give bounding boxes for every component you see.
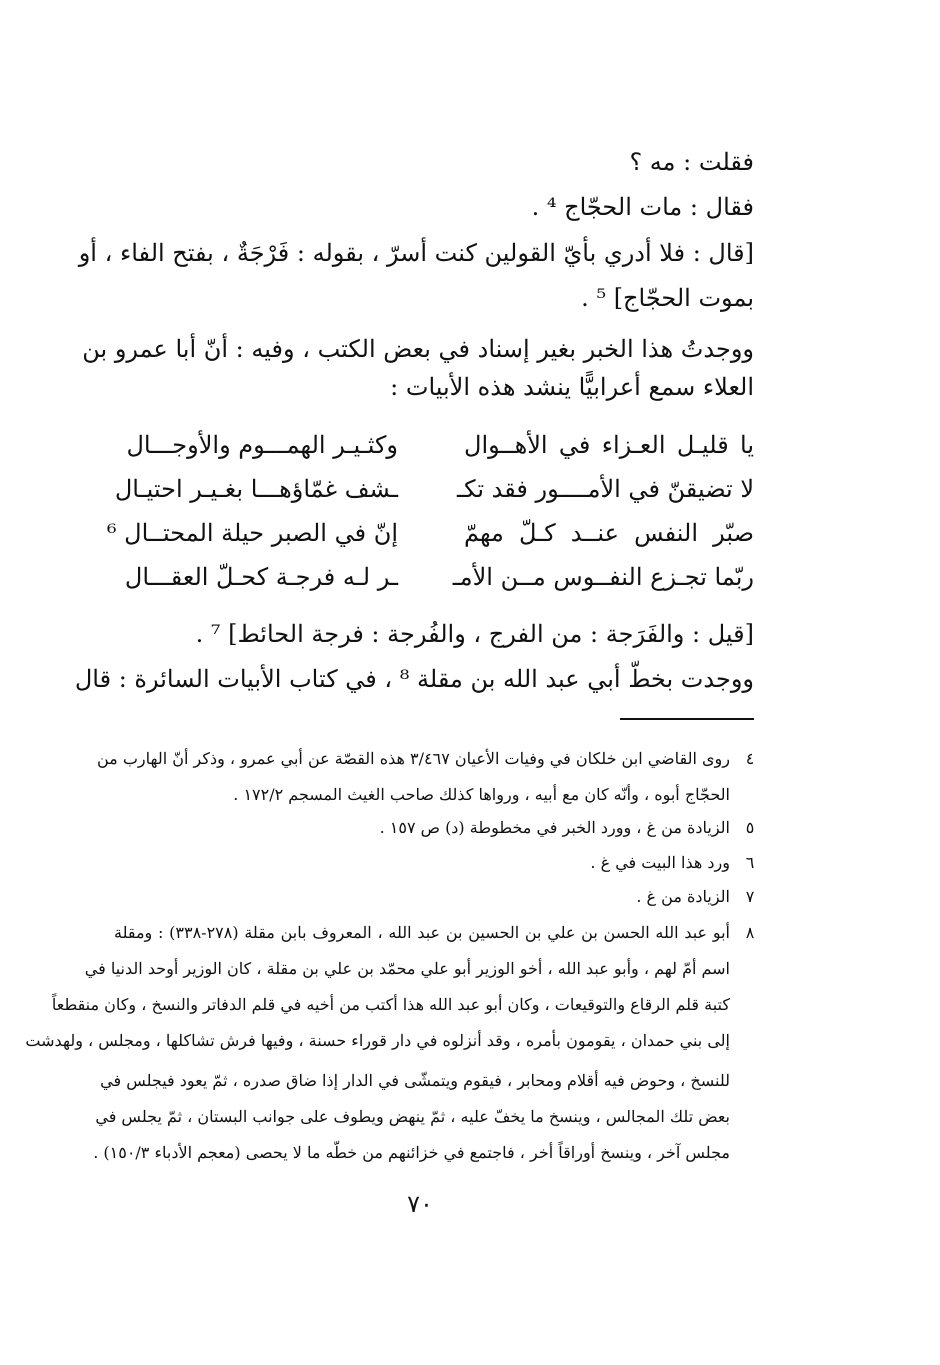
- verse-first-hemistich: يا قليـل العـزاء في الأهــوال: [464, 431, 754, 459]
- footnote-text: للنسخ ، وحوض فيه أقلام ومحابر ، فيقوم ويتمشّى في الدار إذا ضاق صدره ، ثمّ يعود فيجلس في: [100, 1071, 730, 1090]
- text-line: ووجدتُ هذا الخبر بغير إسناد في بعض الكتب ، وفيه : أنّ أبا عمرو بن: [82, 335, 754, 363]
- footnote-number: ٧: [745, 887, 755, 906]
- footnote-number: ٥: [745, 818, 755, 837]
- footnote-text: روى القاضي ابن خلكان في وفيات الأعيان ٣/٤٦٧ هذه القصّة عن أبي عمرو ، وذكر أنّ الهارب من: [96, 749, 730, 768]
- footnote-text: كتبة قلم الرقاع والتوقيعات ، وكان أبو عبد الله هذا أكتب من أخيه في قلم الدفاتر والنسخ ، وكان منقطعاً: [51, 995, 730, 1014]
- verse-first-hemistich: ربّما تجـزع النفــوس مــن الأمـ: [452, 563, 754, 591]
- text-line: [قال : فلا أدري بأيّ القولين كنت أسرّ ، بقوله : فَرْجَةٌ ، بفتح الفاء ، أو: [78, 239, 754, 267]
- footnote-text: أبو عبد الله الحسن بن علي بن الحسين بن عبد الله ، المعروف بابن مقلة (٢٧٨-٣٣٨) : ومقلة: [114, 923, 730, 942]
- footnote-text: الحجّاج أبوه ، وأنّه كان مع أبيه ، ورواها كذلك صاحب الغيث المسجم ١٧٢/٢ .: [233, 785, 730, 804]
- text-line: فقال : مات الحجّاج ⁴ .: [531, 193, 754, 221]
- verse-second-hemistich: إنّ في الصبر حيلة المحتــال ⁶: [106, 519, 398, 547]
- footnote-text: الزيادة من غ ، وورد الخبر في مخطوطة (د) ص ١٥٧ .: [379, 818, 730, 837]
- footnote-text: الزيادة من غ .: [636, 887, 730, 906]
- verse-first-hemistich: صبّر النفس عنــد كـلّ مهمّ: [464, 519, 754, 547]
- text-line: فقلت : مه ؟: [629, 148, 754, 176]
- footnote-number: ٨: [745, 923, 755, 942]
- verse-second-hemistich: ـشف غمّاؤهـــا بغـيـر احتيـال: [114, 475, 398, 503]
- verse-second-hemistich: ـر لـه فرجـة كحـلّ العقـــال: [124, 563, 398, 591]
- footnote-text: بعض تلك المجالس ، وينسخ ما يخفّ عليه ، ثمّ ينهض ويطوف على جوانب البستان ، ثمّ يجلس في: [95, 1107, 730, 1126]
- footnote-number: ٦: [745, 853, 755, 872]
- text-line: [قيل : والفَرَجة : من الفرج ، والفُرجة : فرجة الحائط] ⁷ .: [195, 620, 754, 648]
- footnote-number: ٤: [745, 749, 755, 768]
- page-number: ٧٠: [407, 1190, 433, 1218]
- footnote-text: ورد هذا البيت في غ .: [590, 853, 730, 872]
- footnote-text: اسم أمّ لهم ، وأبو عبد الله ، أخو الوزير أبو علي محمّد بن علي بن مقلة ، كان الوزير أوحد الدنيا في: [84, 959, 730, 978]
- text-line: العلاء سمع أعرابيًّا ينشد هذه الأبيات :: [390, 373, 754, 401]
- text-line: بموت الحجّاج] ⁵ .: [581, 284, 754, 312]
- text-line: ووجدت بخطّ أبي عبد الله بن مقلة ⁸ ، في كتاب الأبيات السائرة : قال: [74, 665, 754, 693]
- footnote-divider: [620, 718, 754, 720]
- footnote-text: مجلس آخر ، وينسخ أوراقاً أخر ، فاجتمع في خزائنهم من خطّه ما لا يحصى (معجم الأدباء ١٥٠/٣) .: [93, 1143, 730, 1162]
- verse-second-hemistich: وكثـيـر الهمـــوم والأوجـــال: [126, 431, 398, 459]
- footnote-text: إلى بني حمدان ، يقومون بأمره ، وقد أنزلوه في دار قوراء حسنة ، وفيها فرش تشاكلها ، ومجلس ، ولهدشت: [25, 1031, 730, 1050]
- verse-first-hemistich: لا تضيقنّ في الأمــــور فقد تكـ: [457, 475, 754, 503]
